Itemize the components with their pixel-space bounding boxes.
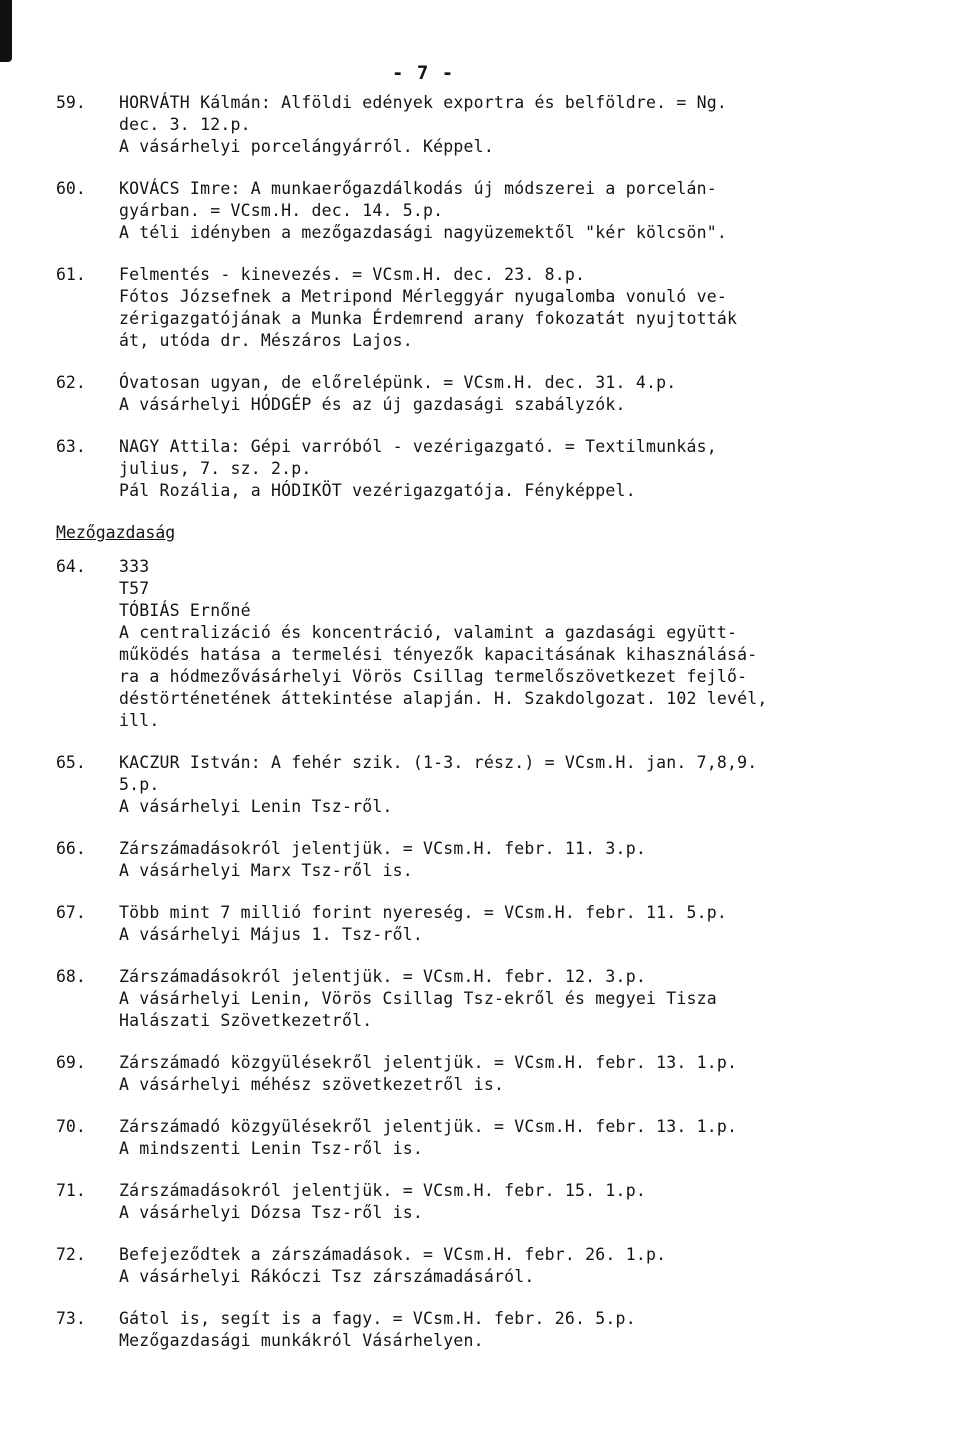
entry-line: HORVÁTH Kálmán: Alföldi edények exportra és belföldre. = Ng. [119, 93, 728, 112]
bibliography-entry [56, 752, 894, 818]
bibliography-entry [56, 902, 894, 946]
entry-text [119, 902, 894, 946]
entry-line: Gátol is, segít is a fagy. = VCsm.H. febr. 26. 5.p. [119, 1309, 636, 1328]
bibliography-entry [56, 1244, 894, 1288]
entry-text [119, 966, 894, 1032]
entry-text [119, 264, 894, 352]
bibliography-entry [56, 556, 894, 732]
entry-line: A vásárhelyi méhész szövetkezetről is. [119, 1075, 505, 1094]
entry-line: Felmentés - kinevezés. = VCsm.H. dec. 23. 8.p. [119, 265, 586, 284]
entry-number: 61. [56, 265, 86, 284]
entry-text [119, 436, 894, 502]
entry-number: 71. [56, 1181, 86, 1200]
entry-line: Zárszámadó közgyülésekről jelentjük. = VCsm.H. febr. 13. 1.p. [119, 1053, 738, 1072]
entry-line: A centralizáció és koncentráció, valamint a gazdasági együtt- [119, 623, 738, 642]
entry-line: Pál Rozália, a HÓDIKÖT vezérigazgatója. Fényképpel. [119, 481, 636, 500]
entry-line: A téli idényben a mezőgazdasági nagyüzemektől "kér kölcsön". [119, 223, 728, 242]
entry-line: A vásárhelyi HÓDGÉP és az új gazdasági szabályzók. [119, 395, 626, 414]
entry-number: 65. [56, 753, 86, 772]
entry-line: 5.p. [119, 775, 160, 794]
entry-number: 70. [56, 1117, 86, 1136]
bibliography-entry [56, 372, 894, 416]
entry-line: Zárszámadó közgyülésekről jelentjük. = VCsm.H. febr. 13. 1.p. [119, 1117, 738, 1136]
entry-line: dec. 3. 12.p. [119, 115, 251, 134]
entry-line: TÓBIÁS Ernőné [119, 601, 251, 620]
entry-number: 62. [56, 373, 86, 392]
entry-line: át, utóda dr. Mészáros Lajos. [119, 331, 413, 350]
bibliography-entry [56, 966, 894, 1032]
bibliography-entry [56, 178, 894, 244]
bibliography-entry [56, 436, 894, 502]
entry-line: Óvatosan ugyan, de előrelépünk. = VCsm.H. dec. 31. 4.p. [119, 373, 677, 392]
entry-line: Zárszámadásokról jelentjük. = VCsm.H. febr. 12. 3.p. [119, 967, 646, 986]
entry-group-industry [56, 92, 894, 502]
entry-number: 69. [56, 1053, 86, 1072]
entry-number: 66. [56, 839, 86, 858]
entry-group-agriculture [56, 556, 894, 1352]
entry-line: Zárszámadásokról jelentjük. = VCsm.H. febr. 11. 3.p. [119, 839, 646, 858]
entry-number: 73. [56, 1309, 86, 1328]
entry-line: KOVÁCS Imre: A munkaerőgazdálkodás új módszerei a porcelán- [119, 179, 717, 198]
entry-line: Mezőgazdasági munkákról Vásárhelyen. [119, 1331, 484, 1350]
entry-line: Befejeződtek a zárszámadások. = VCsm.H. febr. 26. 1.p. [119, 1245, 667, 1264]
entry-line: ill. [119, 711, 160, 730]
bibliography-entry [56, 92, 894, 158]
bibliography-entry [56, 838, 894, 882]
entry-line: A mindszenti Lenin Tsz-ről is. [119, 1139, 424, 1158]
entry-line: A vásárhelyi Dózsa Tsz-ről is. [119, 1203, 424, 1222]
page-number: - 7 - [392, 62, 455, 84]
section-heading: Mezőgazdaság [56, 523, 176, 542]
entry-number: 68. [56, 967, 86, 986]
bibliography-entry [56, 1052, 894, 1096]
entry-line: működés hatása a termelési tényezők kapacitásának kihasználásá- [119, 645, 758, 664]
entry-line: KACZUR István: A fehér szik. (1-3. rész.) = VCsm.H. jan. 7,8,9. [119, 753, 758, 772]
entry-number: 59. [56, 93, 86, 112]
bibliography-entry [56, 1308, 894, 1352]
entry-line: A vásárhelyi porcelángyárról. Képpel. [119, 137, 494, 156]
entry-line: zérigazgatójának a Munka Érdemrend arany fokozatát nyujtották [119, 309, 738, 328]
entry-text [119, 1244, 894, 1288]
entry-line: 333 [119, 557, 150, 576]
entry-text [119, 838, 894, 882]
scan-edge-mark [0, 0, 12, 62]
entry-line: Halászati Szövetkezetről. [119, 1011, 373, 1030]
entry-line: T57 [119, 579, 150, 598]
bibliography-list [56, 92, 894, 1372]
entry-line: gyárban. = VCsm.H. dec. 14. 5.p. [119, 201, 444, 220]
entry-line: julius, 7. sz. 2.p. [119, 459, 312, 478]
entry-text [119, 92, 894, 158]
entry-number: 63. [56, 437, 86, 456]
entry-number: 67. [56, 903, 86, 922]
entry-text [119, 556, 894, 732]
entry-line: NAGY Attila: Gépi varróból - vezérigazgató. = Textilmunkás, [119, 437, 717, 456]
entry-line: A vásárhelyi Lenin Tsz-ről. [119, 797, 393, 816]
entry-line: A vásárhelyi Lenin, Vörös Csillag Tsz-ekről és megyei Tisza [119, 989, 717, 1008]
bibliography-entry [56, 264, 894, 352]
entry-number: 64. [56, 557, 86, 576]
entry-number: 72. [56, 1245, 86, 1264]
entry-text [119, 1052, 894, 1096]
entry-line: Fótos Józsefnek a Metripond Mérleggyár nyugalomba vonuló ve- [119, 287, 728, 306]
entry-number: 60. [56, 179, 86, 198]
entry-line: Több mint 7 millió forint nyereség. = VCsm.H. febr. 11. 5.p. [119, 903, 728, 922]
entry-line: déstörténetének áttekintése alapján. H. Szakdolgozat. 102 levél, [119, 689, 768, 708]
entry-text [119, 752, 894, 818]
bibliography-entry [56, 1116, 894, 1160]
entry-line: ra a hódmezővásárhelyi Vörös Csillag termelőszövetkezet fejlő- [119, 667, 748, 686]
entry-text [119, 372, 894, 416]
entry-line: A vásárhelyi Május 1. Tsz-ről. [119, 925, 424, 944]
entry-text [119, 1308, 894, 1352]
entry-line: A vásárhelyi Rákóczi Tsz zárszámadásáról. [119, 1267, 535, 1286]
entry-text [119, 1180, 894, 1224]
entry-line: Zárszámadásokról jelentjük. = VCsm.H. febr. 15. 1.p. [119, 1181, 646, 1200]
bibliography-entry [56, 1180, 894, 1224]
entry-text [119, 178, 894, 244]
entry-text [119, 1116, 894, 1160]
entry-line: A vásárhelyi Marx Tsz-ről is. [119, 861, 413, 880]
